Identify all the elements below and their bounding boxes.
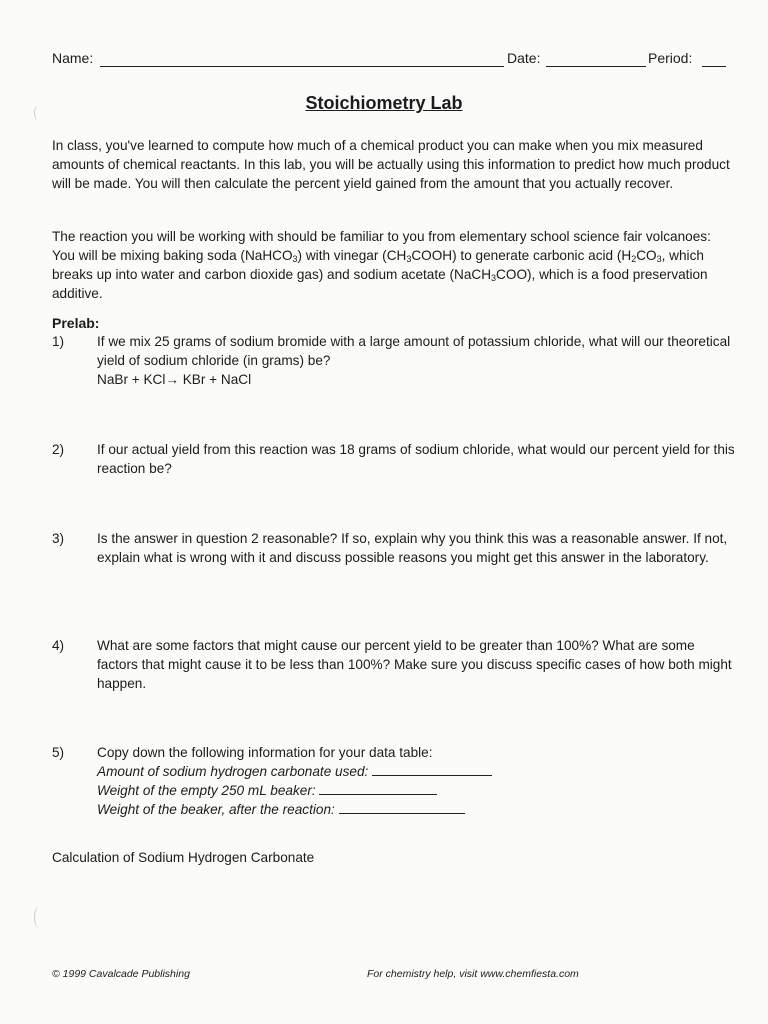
page-title: Stoichiometry Lab xyxy=(305,93,463,113)
intro-paragraph-1: In class, you've learned to compute how much of a chemical product you can make when you mix measured amounts of chemical reactants. In this lab, you will be actually using this information to predict how much product will be made. You will then calculate the percent yield gained from the amount that you actually recover. xyxy=(52,138,730,191)
data-table-item: Weight of the empty 250 mL beaker: xyxy=(97,781,737,800)
question-number: 4) xyxy=(52,638,65,653)
question-number: 3) xyxy=(52,531,65,546)
date-blank xyxy=(546,66,646,67)
question-text: Is the answer in question 2 reasonable? If so, explain why you think this was a reasonable answer. If not, explain what is wrong with it and discuss possible reasons you might get this answer in the laboratory. xyxy=(97,531,728,565)
question-2 xyxy=(52,440,742,480)
question-4 xyxy=(52,636,742,696)
name-label: Name: xyxy=(52,50,94,66)
question-3 xyxy=(52,529,742,589)
answer-blank xyxy=(372,763,492,776)
data-table-item: Amount of sodium hydrogen carbonate used: xyxy=(97,762,737,781)
question-text: Copy down the following information for your data table: xyxy=(97,745,433,760)
reaction-equation: NaBr + KCl→ KBr + NaCl xyxy=(97,372,252,387)
calculation-heading: Calculation of Sodium Hydrogen Carbonate xyxy=(52,850,315,865)
question-text: If we mix 25 grams of sodium bromide with a large amount of potassium chloride, what will our theoretical yield of sodium chloride (in grams) be? xyxy=(97,334,731,368)
answer-blank xyxy=(339,801,465,814)
question-number: 2) xyxy=(52,442,65,457)
period-label: Period: xyxy=(648,50,693,66)
period-blank xyxy=(702,66,726,67)
help-footer: For chemistry help, visit www.chemfiesta.com xyxy=(367,968,579,980)
copyright-footer: © 1999 Cavalcade Publishing xyxy=(52,968,190,980)
question-1 xyxy=(52,332,742,392)
scan-mark xyxy=(34,906,45,928)
intro-paragraph-2: The reaction you will be working with should be familiar to you from elementary school science fair volcanoes: You will be mixing baking soda (NaHCO$_3$) with vinegar $(CH_3COOH)$ to generate carbonic acid ($H_2CO_3$, which breaks up into water and carbon dioxide gas) and sodium acetate (NaCH$_3$COO), which is a food preservation additive. xyxy=(52,229,711,301)
question-text: What are some factors that might cause our percent yield to be greater than 100%? What are some factors that might cause it to be less than 100%? Make sure you discuss specific cases of how both might happen. xyxy=(97,638,732,691)
date-label: Date: xyxy=(507,50,541,66)
data-table-item: Weight of the beaker, after the reaction: xyxy=(97,800,737,819)
question-text: If our actual yield from this reaction was 18 grams of sodium chloride, what would our percent yield for this reaction be? xyxy=(97,442,735,476)
name-blank xyxy=(100,66,504,67)
student-info-header xyxy=(52,50,728,70)
question-number: 5) xyxy=(52,745,65,760)
question-number: 1) xyxy=(52,334,65,349)
answer-blank xyxy=(319,782,437,795)
question-5 xyxy=(52,743,742,823)
prelab-heading: Prelab: xyxy=(52,315,100,331)
